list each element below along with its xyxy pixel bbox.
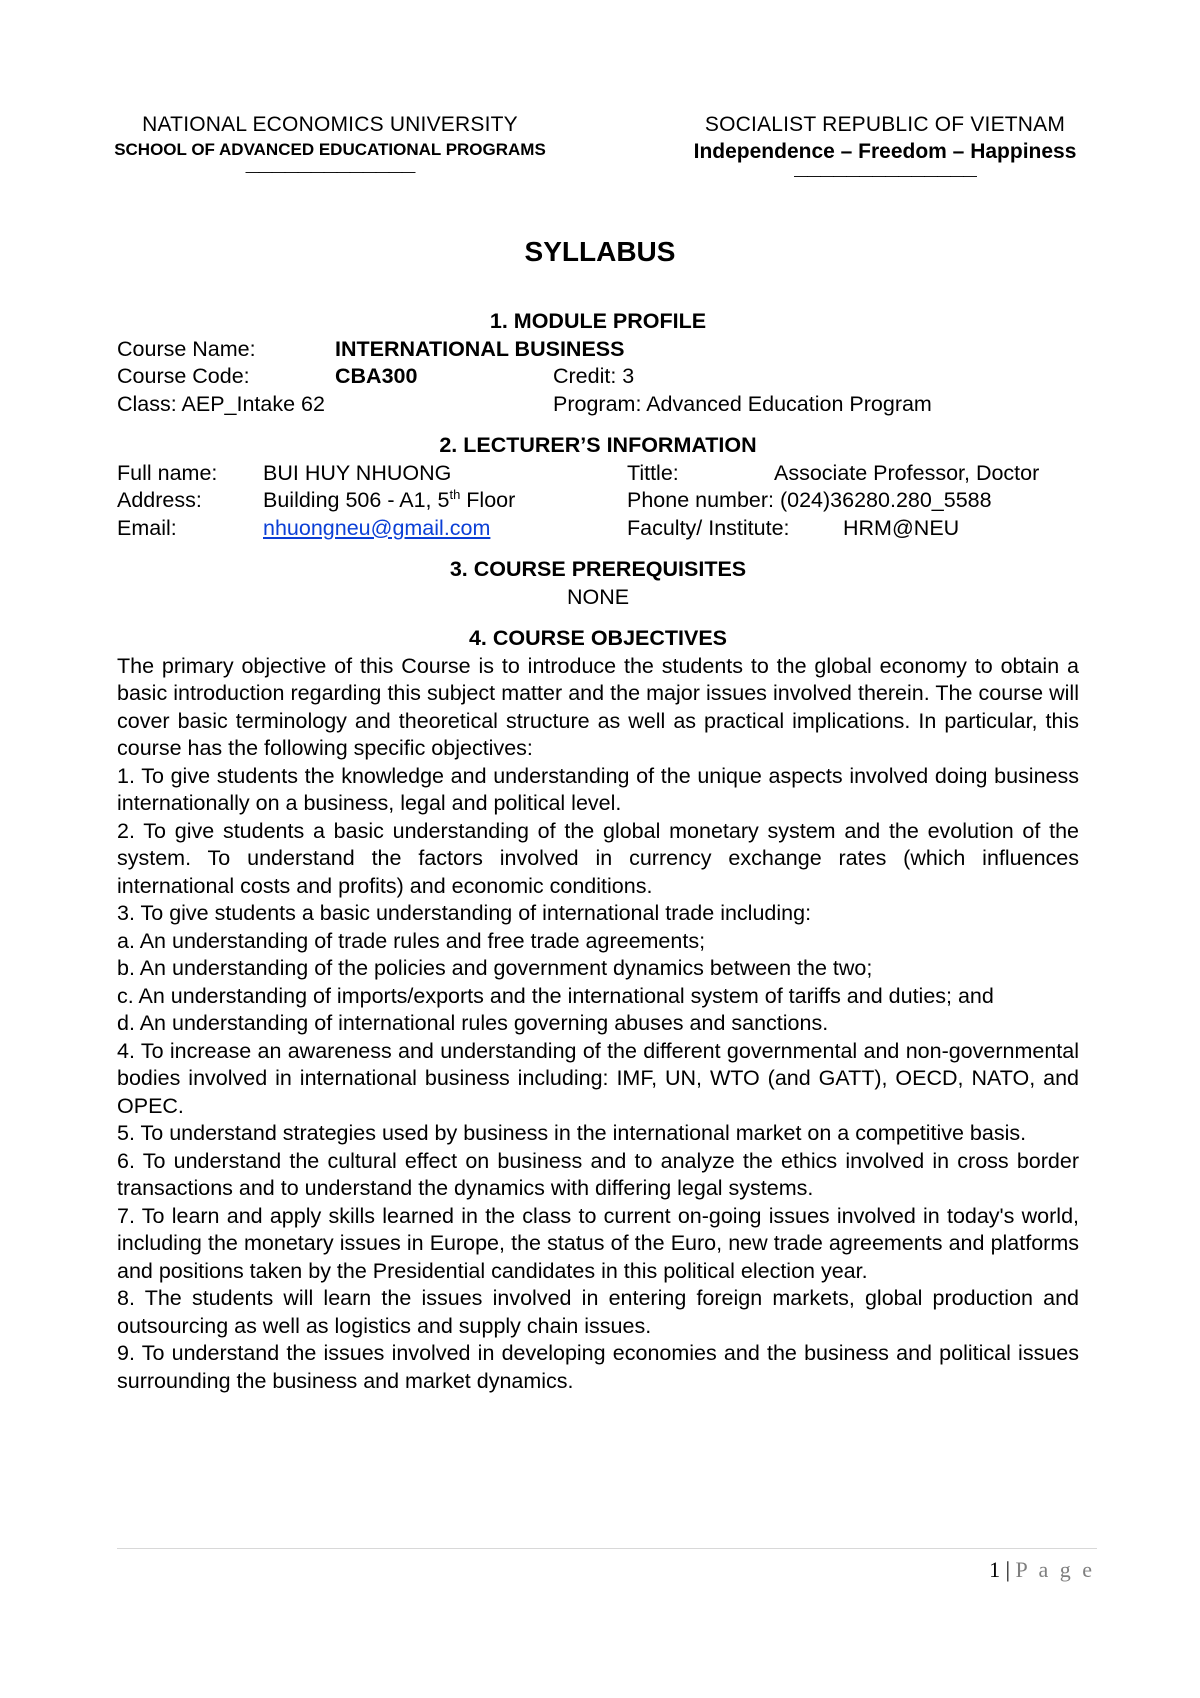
- course-name-row: [117, 336, 1079, 364]
- school-name: SCHOOL OF ADVANCED EDUCATIONAL PROGRAMS: [114, 140, 546, 159]
- full-name-label: Full name:: [117, 460, 218, 485]
- lecturer-name-row: [117, 460, 1079, 488]
- course-name-value: INTERNATIONAL BUSINESS: [335, 336, 625, 361]
- objective-item: 6. To understand the cultural effect on business and to analyze the ethics involved in cross border transactions and to understand the dynamics with differing legal systems.: [117, 1148, 1079, 1200]
- country-name: SOCIALIST REPUBLIC OF VIETNAM: [704, 113, 1066, 136]
- objective-item: 9. To understand the issues involved in developing economies and the business and political issues surrounding the business and market dynamics.: [117, 1341, 1079, 1393]
- objectives-list: [117, 653, 1079, 1396]
- title-label: Tittle:: [627, 460, 679, 485]
- course-code-value: CBA300: [335, 364, 418, 388]
- header-right: [650, 112, 1120, 184]
- lecturer-info-heading: 2. LECTURER’S INFORMATION: [439, 433, 757, 457]
- document-body: [117, 308, 1079, 1395]
- class-row: [117, 391, 1079, 419]
- objective-item: b. An understanding of the policies and government dynamics between the two;: [117, 956, 873, 980]
- page-title: SYLLABUS: [524, 236, 676, 267]
- email-label: Email:: [117, 515, 177, 540]
- objective-item: 3. To give students a basic understanding of international trade including:: [117, 901, 812, 925]
- course-code-label: Course Code:: [117, 364, 250, 388]
- address-text: Building 506 - A1, 5: [263, 488, 450, 512]
- lecturer-email-row: [117, 515, 1079, 543]
- objective-item: c. An understanding of imports/exports and the international system of tariffs and duties; and: [117, 983, 994, 1008]
- prerequisites-value: NONE: [566, 584, 630, 609]
- objective-item: 4. To increase an awareness and understanding of the different governmental and non-governmental bodies involved in international business including: IMF, UN, WTO (and GATT), OECD, NATO, and OPEC.: [117, 1038, 1079, 1118]
- objectives-heading: 4. COURSE OBJECTIVES: [468, 626, 728, 650]
- lecturer-address-row: [117, 487, 1079, 515]
- title-value: Associate Professor, Doctor: [774, 460, 1040, 485]
- prerequisites-heading: 3. COURSE PREREQUISITES: [449, 557, 747, 581]
- phone-value: Phone number: (024)36280.280_5588: [627, 488, 992, 512]
- address-floor: Floor: [460, 488, 516, 512]
- objective-item: 2. To give students a basic understanding of the global monetary system and the evolution of the system. To understand the factors involved in currency exchange rates (which influences international costs and profits) and economic conditions.: [117, 818, 1079, 898]
- faculty-value: HRM@NEU: [843, 515, 960, 540]
- page-footer: [989, 1557, 1095, 1583]
- address-floor-suffix: th: [449, 486, 461, 502]
- footer-separator: |: [1005, 1557, 1011, 1582]
- page-number: 1: [989, 1557, 1001, 1582]
- header-right-rule: ——————————————: [794, 167, 976, 183]
- header-left: [70, 112, 590, 180]
- page-label: P a g e: [1015, 1557, 1095, 1582]
- objective-item: 1. To give students the knowledge and understanding of the unique aspects involved doing business internationally on a business, legal and political level.: [117, 763, 1079, 815]
- footer-divider: [117, 1548, 1097, 1549]
- email-link[interactable]: nhuongneu@gmail.com: [263, 515, 491, 540]
- program-value: Program: Advanced Education Program: [553, 391, 932, 416]
- objective-item: 5. To understand strategies used by business in the international market on a competitive basis.: [117, 1121, 1027, 1145]
- course-name-label: Course Name:: [117, 336, 256, 361]
- course-code-row: [117, 363, 1079, 391]
- faculty-label: Faculty/ Institute:: [627, 515, 790, 540]
- address-value: [263, 487, 627, 515]
- national-motto: Independence – Freedom – Happiness: [693, 140, 1077, 163]
- credit-value: Credit: 3: [553, 364, 635, 388]
- objectives-intro: The primary objective of this Course is to introduce the students to the global economy to obtain a basic introduction regarding this subject matter and the major issues involved therein. The course will cover basic terminology and theoretical structure as well as practical implications. In particular, this course has the following specific objectives:: [117, 653, 1079, 760]
- objective-item: 7. To learn and apply skills learned in the class to current on-going issues involved in today's world, including the monetary issues in Europe, the status of the Euro, new trade agreements and platforms and positions taken by the Presidential candidates in this political election year.: [117, 1203, 1079, 1283]
- class-value: Class: AEP_Intake 62: [117, 391, 325, 416]
- address-label: Address:: [117, 488, 202, 512]
- module-profile-heading: 1. MODULE PROFILE: [489, 309, 707, 333]
- header-left-rule: —————————————: [245, 163, 415, 179]
- objective-item: d. An understanding of international rules governing abuses and sanctions.: [117, 1011, 829, 1035]
- objective-item: a. An understanding of trade rules and free trade agreements;: [117, 928, 706, 953]
- objective-item: 8. The students will learn the issues involved in entering foreign markets, global production and outsourcing as well as logistics and supply chain issues.: [117, 1286, 1079, 1338]
- full-name-value: BUI HUY NHUONG: [263, 460, 452, 485]
- university-name: NATIONAL ECONOMICS UNIVERSITY: [142, 113, 518, 136]
